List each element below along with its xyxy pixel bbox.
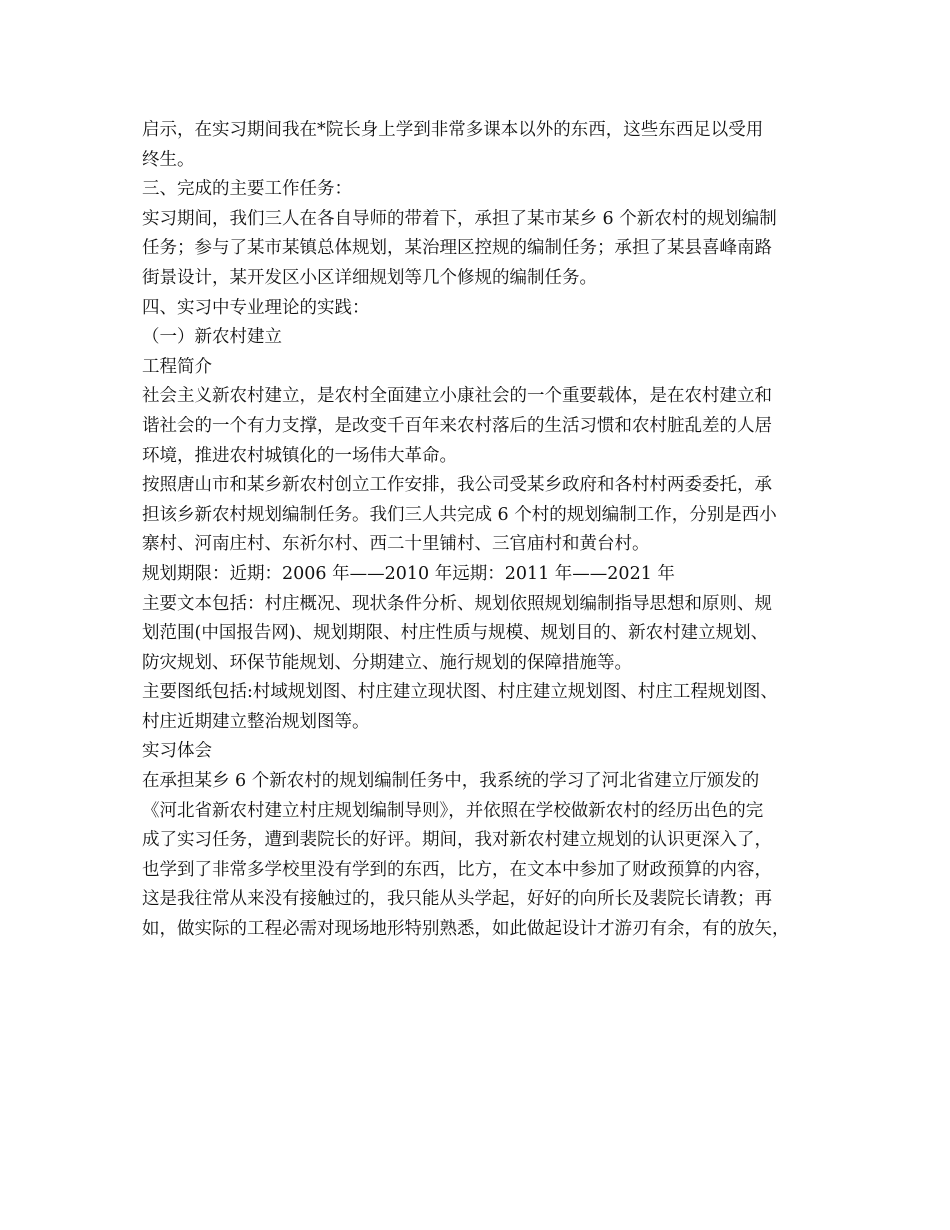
paragraph-2: 实习期间，我们三人在各自导师的带着下，承担了某市某乡 6 个新农村的规划编制 任务；参与了某市某镇总体规划，某治理区控规的编制任务；承担了某县喜峰南路 街景设计，某开发区小区详细规划等几个修规的编制任务。 [142,208,777,288]
section-heading-3: 三、完成的主要工作任务： [142,179,352,200]
planning-period-line: 规划期限：近期：2006 年——2010 年远期：2011 年——2021 年 [142,563,675,584]
paragraph-3: 社会主义新农村建立，是农村全面建立小康社会的一个重要载体，是在农村建立和 谐社会的一个有力支撑，是改变千百年来农村落后的生活习惯和农村脏乱差的人居 环境，推进农村城镇化的一场伟大革命。 [142,386,772,466]
paragraph-7: 在承担某乡 6 个新农村的规划编制任务中，我系统的学习了河北省建立厅颁发的 《河北省新农村建立村庄规划编制导则》，并依照在学校做新农村的经历出色的完 成了实习任务，遭到裴院长的好评。期间，我对新农村建立规划的认识更深入了， 也学到了非常多学校里没有学到的东西，比方，在文本中参加了财政预算的内容， 这是我往常从来没有接触过的，我只能从头学起，好好的向所长及裴院长请教；再 如，做实际的工程必需对现场地形特别熟悉，如此做起设计才游刃有余，有的放矢， [142,771,790,940]
paragraph-5: 主要文本包括：村庄概况、现状条件分析、规划依照规划编制指导思想和原则、规 划范围(中国报告网)、规划期限、村庄性质与规模、规划目的、新农村建立规划、 防灾规划、环保节能规划、分期建立、施行规划的保障措施等。 [142,593,772,673]
document-body [142,116,822,945]
subheading-project-intro: 工程简介 [142,356,212,377]
section-heading-4: 四、实习中专业理论的实践： [142,297,370,318]
paragraph-4: 按照唐山市和某乡新农村创立工作安排，我公司受某乡政府和各村村两委委托，承 担该乡新农村规划编制任务。我们三人共完成 6 个村的规划编制工作，分别是西小 寨村、河南庄村、东祈尔村、西二十里铺村、三官庙村和黄台村。 [142,475,777,555]
subheading-internship-reflection: 实习体会 [142,741,212,762]
subsection-heading-1: （一）新农村建立 [142,327,282,348]
paragraph-1: 启示，在实习期间我在*院长身上学到非常多课本以外的东西，这些东西足以受用 终生。 [142,120,764,170]
paragraph-6: 主要图纸包括:村域规划图、村庄建立现状图、村庄建立规划图、村庄工程规划图、 村庄近期建立整治规划图等。 [142,682,778,732]
